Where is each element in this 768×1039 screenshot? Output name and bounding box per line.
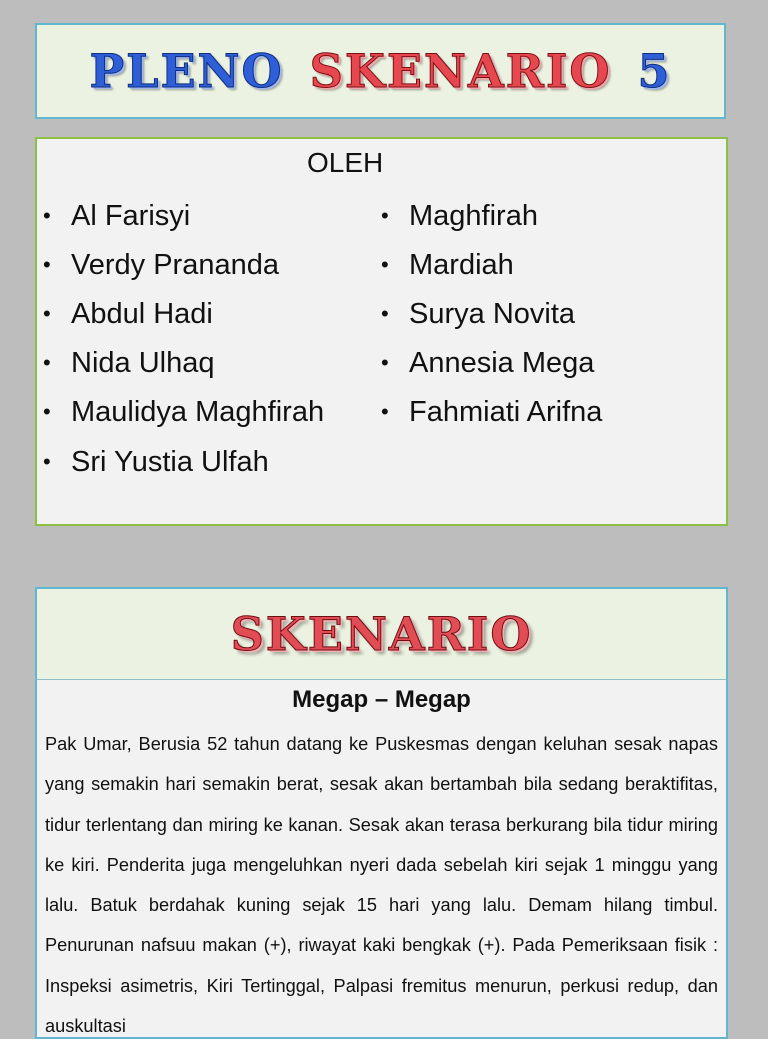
- members-list-left: [43, 191, 324, 486]
- bullet-icon: •: [43, 399, 51, 425]
- title-word-pleno: PLENO: [89, 44, 284, 98]
- member-name: Maghfirah: [409, 199, 538, 232]
- list-item: [381, 339, 602, 388]
- list-item: [381, 191, 602, 240]
- list-item: [381, 289, 602, 338]
- member-name: Sri Yustia Ulfah: [71, 445, 269, 478]
- bullet-icon: •: [381, 251, 389, 277]
- bullet-icon: •: [43, 251, 51, 277]
- scenario-body: [35, 679, 728, 1039]
- member-name: Verdy Prananda: [71, 248, 279, 281]
- member-name: Annesia Mega: [409, 347, 595, 380]
- bullet-icon: •: [381, 202, 389, 228]
- list-item: [43, 388, 324, 437]
- members-list-right: [381, 191, 602, 437]
- bullet-icon: •: [381, 399, 389, 425]
- bullet-icon: •: [381, 350, 389, 376]
- bullet-icon: •: [43, 448, 51, 474]
- bullet-icon: •: [43, 300, 51, 326]
- bullet-icon: •: [43, 350, 51, 376]
- scenario-subtitle: Megap – Megap: [292, 686, 471, 713]
- member-name: Mardiah: [409, 248, 514, 281]
- list-item: [43, 437, 324, 486]
- member-name: Nida Ulhaq: [71, 347, 215, 380]
- member-name: Fahmiati Arifna: [409, 396, 603, 429]
- member-name: Maulidya Maghfirah: [71, 396, 325, 429]
- scenario-title: SKENARIO: [230, 607, 533, 661]
- scenario-header: [35, 587, 728, 679]
- list-item: [381, 388, 602, 437]
- bullet-icon: •: [381, 300, 389, 326]
- members-panel: [35, 137, 728, 526]
- member-name: Surya Novita: [409, 297, 576, 330]
- title-word-skenario: SKENARIO: [309, 44, 612, 98]
- page-title: [90, 44, 672, 98]
- list-item: [43, 191, 324, 240]
- title-word-number: 5: [637, 44, 672, 98]
- list-item: [43, 240, 324, 289]
- list-item: [381, 240, 602, 289]
- list-item: [43, 289, 324, 338]
- title-banner: [35, 23, 726, 119]
- member-name: Abdul Hadi: [71, 297, 213, 330]
- members-heading: OLEH: [307, 147, 384, 178]
- scenario-text: Pak Umar, Berusia 52 tahun datang ke Puskesmas dengan keluhan sesak napas yang semakin hari semakin berat, sesak akan bertambah bila sedang beraktifitas, tidur terlentang dan miring ke kanan. Sesak akan terasa berkurang bila tidur miring ke kiri. Penderita juga mengeluhkan nyeri dada sebelah kiri sejak 1 minggu yang lalu. Batuk berdahak kuning sejak 15 hari yang lalu. Demam hilang timbul. Penurunan nafsuu makan (+), riwayat kaki bengkak (+). Pada Pemeriksaan fisik : Inspeksi asimetris, Kiri Tertinggal, Palpasi fremitus menurun, perkusi redup, dan auskultasi: [45, 734, 718, 1037]
- list-item: [43, 339, 324, 388]
- member-name: Al Farisyi: [71, 199, 191, 232]
- bullet-icon: •: [43, 202, 51, 228]
